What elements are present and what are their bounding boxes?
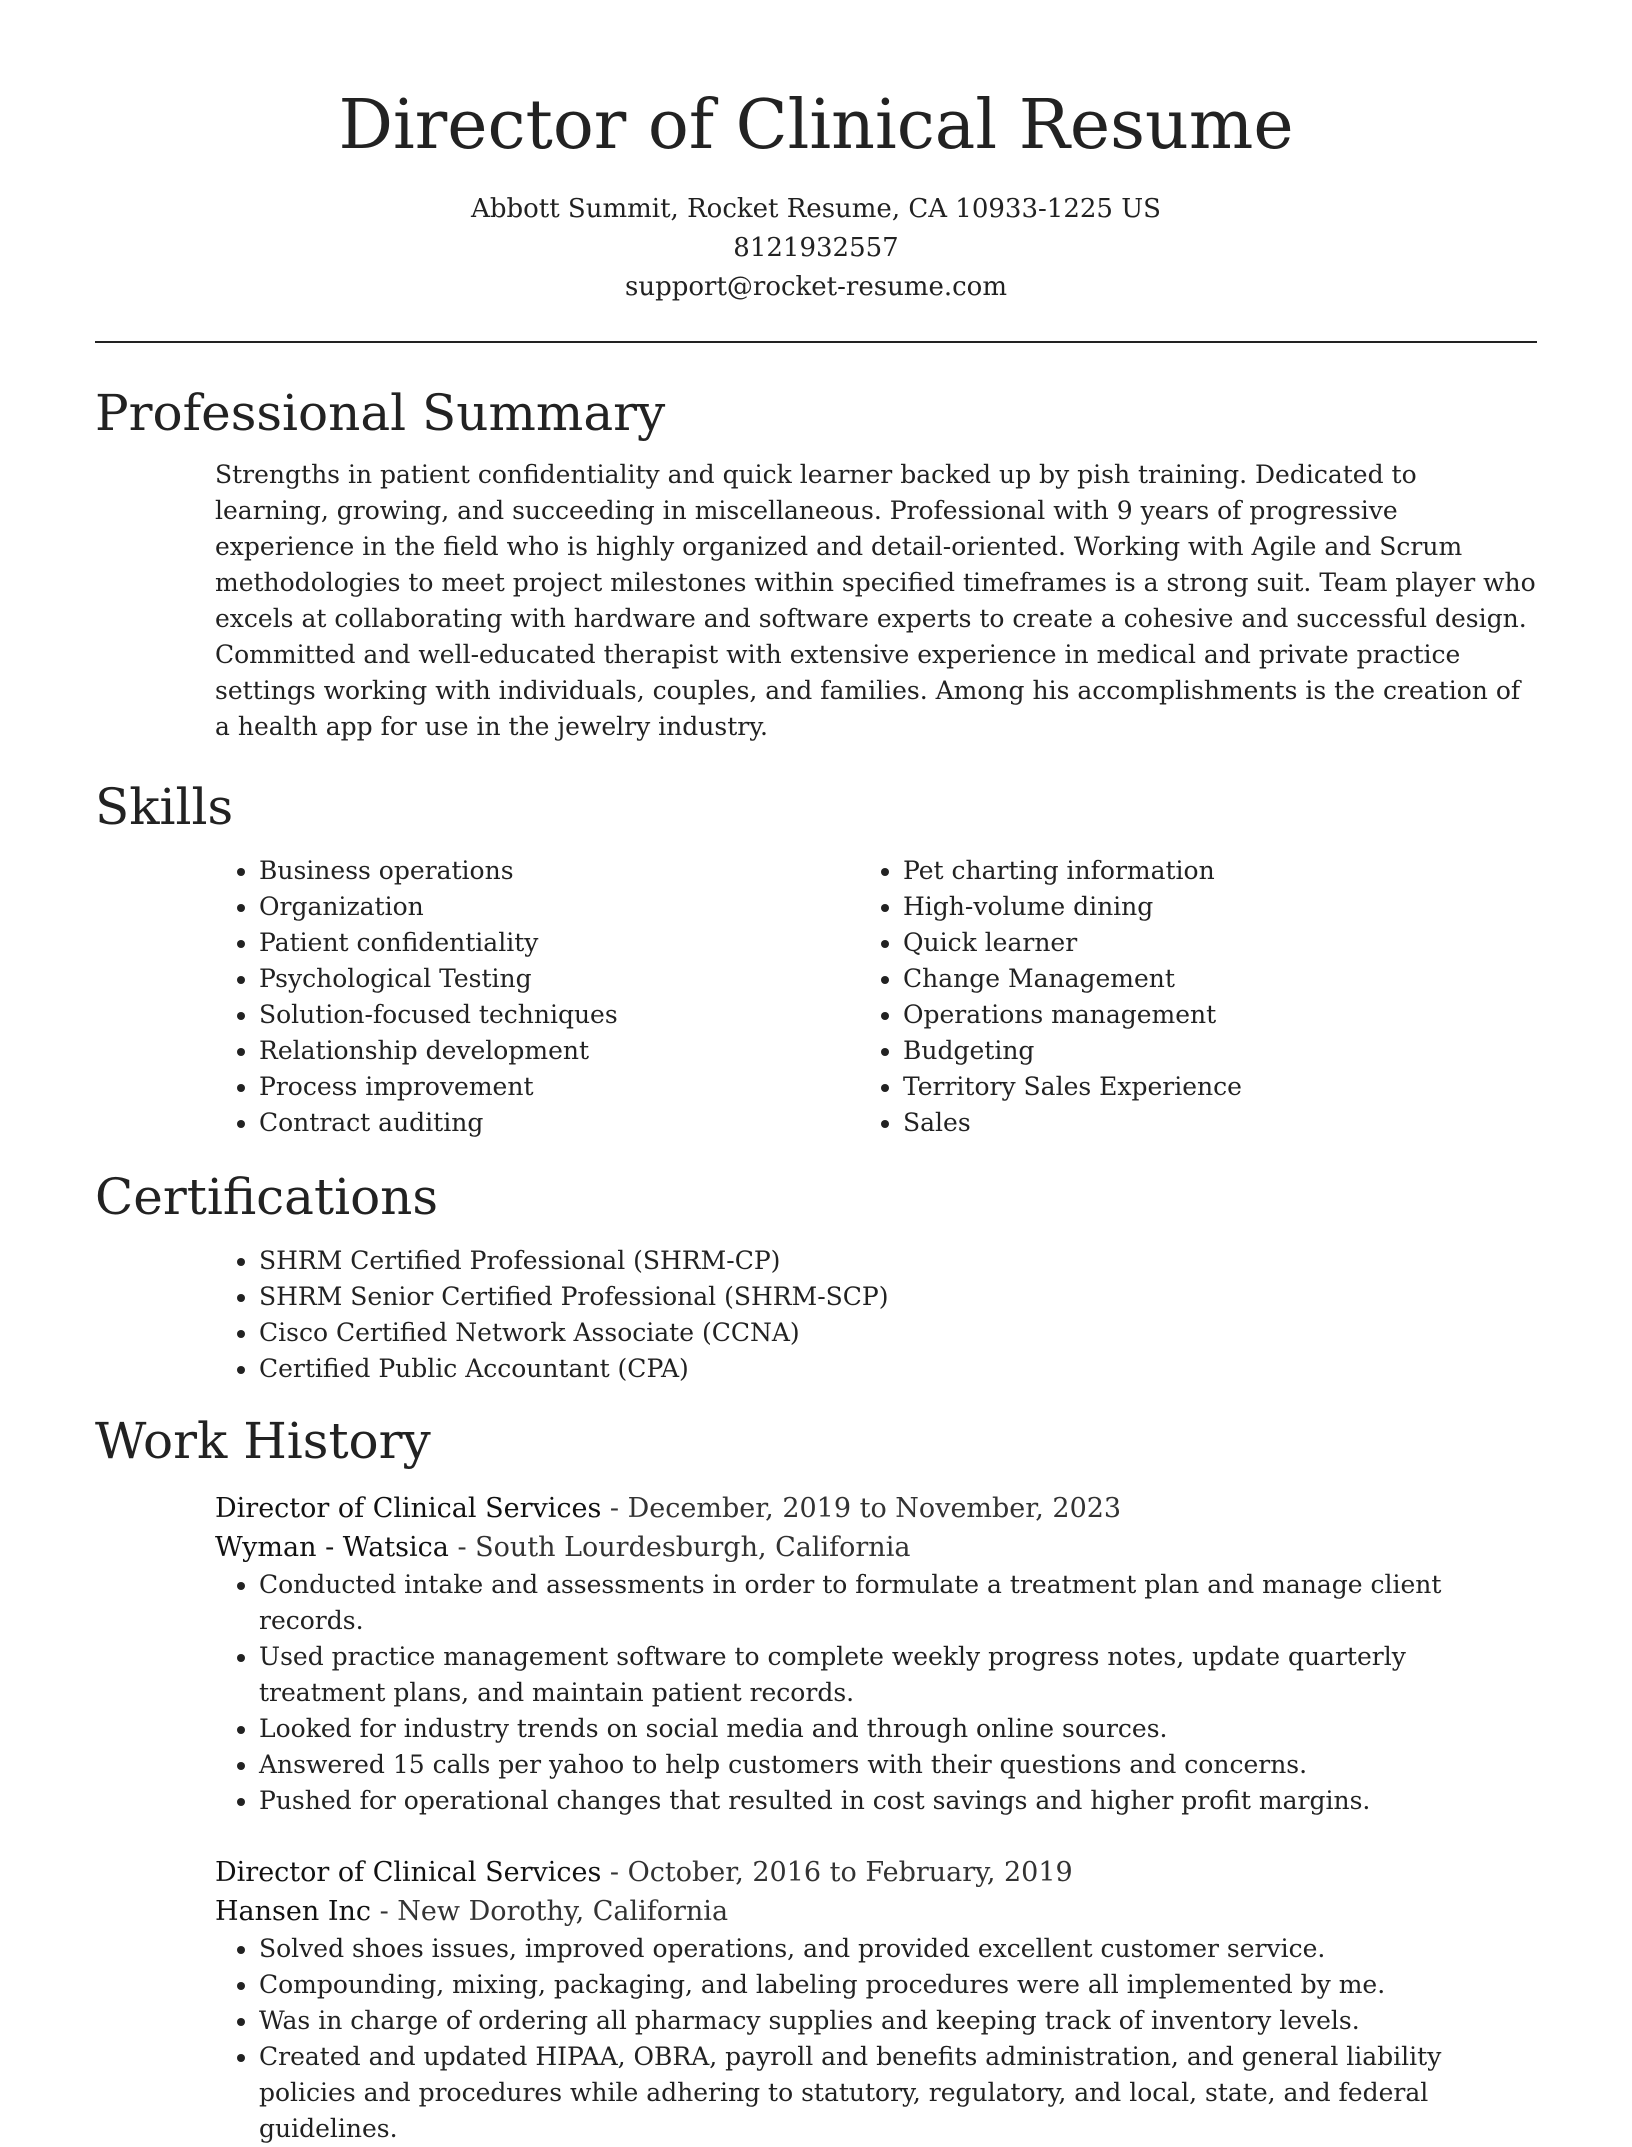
skills-column-left (215, 853, 859, 1141)
skill-item: • Change Management (903, 961, 1242, 997)
skill-item: • Process improvement (259, 1069, 859, 1105)
skills-list (215, 853, 1537, 1141)
job-location: - New Dorothy, California (371, 1896, 729, 1927)
job-company-line (215, 1892, 1537, 1931)
duty-item: • Looked for industry trends on social media and through online sources. (259, 1711, 1537, 1747)
summary-text: Strengths in patient confidentiality and quick learner backed up by pish training. Dedicated to learning, growing, and succeeding in miscellaneous. Professional with 9 years of progressive experience in the field who is highly organized and detail-oriented. Working with Agile and Scrum methodologies to meet project milestones within specified timeframes is a strong suit. Team player who excels at collaborating with hardware and software experts to create a cohesive and successful design. Committed and well-educated therapist with extensive experience in medical and private practice settings working with individuals, couples, and families. Among his accomplishments is the creation of a health app for use in the jewelry industry. (215, 460, 1536, 741)
job-entry (215, 1853, 1537, 2147)
skill-item: • Relationship development (259, 1033, 859, 1069)
certifications-list (215, 1243, 1537, 1387)
job-company: Hansen Inc (215, 1896, 372, 1927)
certifications-heading: Certifications (95, 1168, 439, 1226)
skill-item: • Solution-focused techniques (259, 997, 859, 1033)
duty-item: • Used practice management software to complete weekly progress notes, update quarterly treatment plans, and maintain patient records. (259, 1639, 1537, 1711)
skill-item: • Psychological Testing (259, 961, 859, 997)
contact-phone: 8121932557 (733, 233, 899, 263)
job-duties (215, 1567, 1537, 1819)
duty-item: • Created and updated HIPAA, OBRA, payroll and benefits administration, and general liability policies and procedures while adhering to statutory, regulatory, and local, state, and federal guidelines. (259, 2039, 1537, 2147)
job-title: Director of Clinical Services (215, 1857, 602, 1888)
certification-item: • Certified Public Accountant (CPA) (259, 1351, 1537, 1387)
job-title: Director of Clinical Services (215, 1493, 602, 1524)
duty-item: • Solved shoes issues, improved operations, and provided excellent customer service. (259, 1931, 1537, 1967)
skill-item: • Territory Sales Experience (903, 1069, 1242, 1105)
job-entry (215, 1489, 1537, 1819)
certification-item: • Cisco Certified Network Associate (CCNA) (259, 1315, 1537, 1351)
job-title-line (215, 1853, 1537, 1892)
skills-heading: Skills (95, 778, 234, 836)
skill-item: • Business operations (259, 853, 859, 889)
work-history-heading: Work History (95, 1412, 431, 1470)
resume-header (95, 0, 1537, 343)
contact-email: support@rocket-resume.com (624, 272, 1007, 302)
job-location: - South Lourdesburgh, California (448, 1532, 911, 1563)
duty-item: • Answered 15 calls per yahoo to help customers with their questions and concerns. (259, 1747, 1537, 1783)
skills-column-right (859, 853, 1242, 1141)
header-divider (95, 341, 1537, 343)
summary-heading: Professional Summary (95, 384, 666, 442)
skill-item: • Operations management (903, 997, 1242, 1033)
duty-item: • Pushed for operational changes that resulted in cost savings and higher profit margins. (259, 1783, 1537, 1819)
job-dates: - October, 2016 to February, 2019 (601, 1857, 1073, 1888)
contact-info (95, 190, 1537, 307)
skill-item: • Budgeting (903, 1033, 1242, 1069)
skill-item: • Organization (259, 889, 859, 925)
skill-item: • High-volume dining (903, 889, 1242, 925)
skill-item: • Contract auditing (259, 1105, 859, 1141)
job-company-line (215, 1528, 1537, 1567)
skill-item: • Quick learner (903, 925, 1242, 961)
duty-item: • Was in charge of ordering all pharmacy supplies and keeping track of inventory levels. (259, 2003, 1537, 2039)
certification-item: • SHRM Senior Certified Professional (SHRM-SCP) (259, 1279, 1537, 1315)
skill-item: • Patient confidentiality (259, 925, 859, 961)
job-company: Wyman - Watsica (215, 1532, 449, 1563)
duty-item: • Conducted intake and assessments in order to formulate a treatment plan and manage client records. (259, 1567, 1537, 1639)
skill-item: • Pet charting information (903, 853, 1242, 889)
skill-item: • Sales (903, 1105, 1242, 1141)
contact-address: Abbott Summit, Rocket Resume, CA 10933-1225 US (471, 194, 1161, 224)
certification-item: • SHRM Certified Professional (SHRM-CP) (259, 1243, 1537, 1279)
job-duties (215, 1931, 1537, 2147)
resume-title: Director of Clinical Resume (338, 86, 1294, 165)
duty-item: • Compounding, mixing, packaging, and labeling procedures were all implemented by me. (259, 1967, 1537, 2003)
job-dates: - December, 2019 to November, 2023 (601, 1493, 1122, 1524)
job-title-line (215, 1489, 1537, 1528)
